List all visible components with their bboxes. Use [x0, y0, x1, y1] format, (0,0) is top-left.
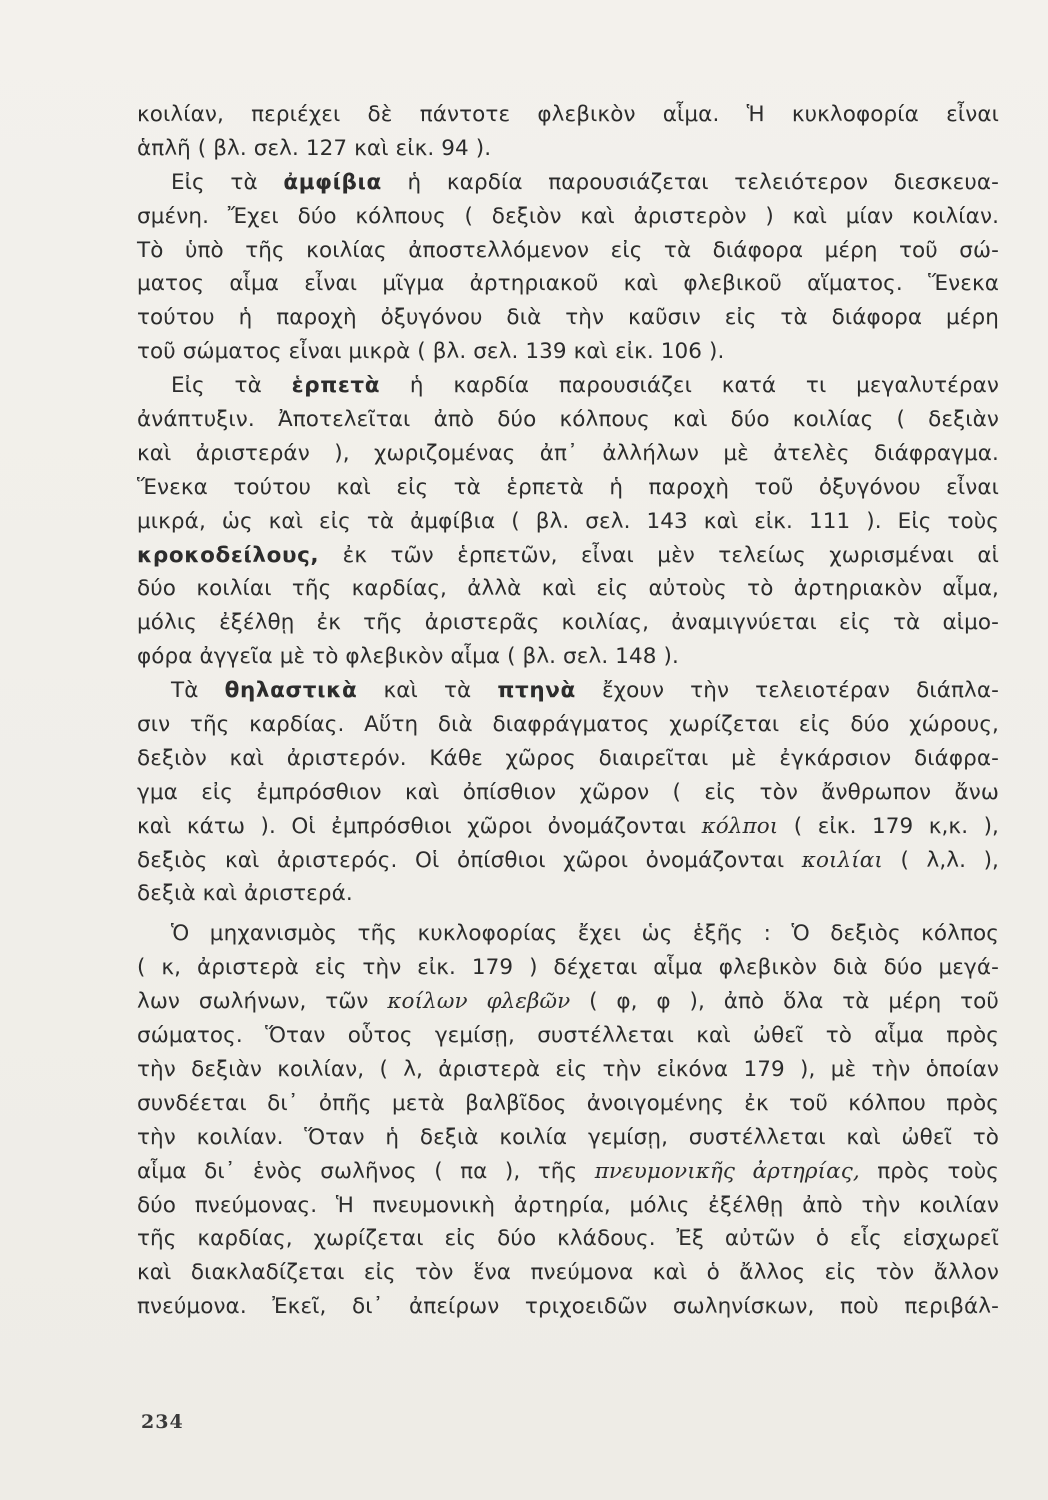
italic-term: κοίλων φλεβῶν	[387, 989, 571, 1015]
text-run: μικρά, ὡς καὶ εἰς τὰ ἀμφίβια ( βλ. σελ. 143 καὶ εἰκ. 111 ). Εἰς τοὺς	[137, 508, 999, 534]
text-run: τοῦ σώματος εἶναι μικρὰ ( βλ. σελ. 139 καὶ εἰκ. 106 ).	[137, 339, 725, 365]
text-line	[137, 810, 999, 844]
text-run: σώματος. Ὅταν οὗτος γεμίσῃ, συστέλλεται καὶ ὠθεῖ τὸ αἷμα πρὸς	[137, 1023, 999, 1049]
text-run: Εἰς τὰ	[171, 373, 292, 399]
text-run: καὶ τὰ	[357, 678, 498, 704]
text-run: ἡ καρδία παρουσιάζεται τελειότερον διεσκευα-	[381, 169, 999, 195]
text-line	[137, 437, 999, 471]
text-run: ἡ καρδία παρουσιάζει κατά τι μεγαλυτέραν	[380, 373, 999, 399]
text-run: Εἰς τὰ	[171, 169, 284, 195]
text-line	[137, 539, 999, 573]
text-run: ἁπλῆ ( βλ. σελ. 127 καὶ εἰκ. 94 ).	[137, 135, 492, 161]
body-text	[137, 98, 999, 1324]
text-run: λων σωλήνων, τῶν	[137, 989, 388, 1015]
text-line	[137, 742, 999, 776]
text-line	[137, 776, 999, 810]
text-line	[137, 166, 999, 200]
text-line	[137, 951, 999, 985]
page-number: 234	[141, 1411, 184, 1433]
text-line	[137, 1019, 999, 1053]
text-line	[137, 234, 999, 268]
text-run: δεξιὰ καὶ ἀριστερά.	[137, 881, 353, 907]
text-run: καὶ κάτω ). Οἱ ἐμπρόσθιοι χῶροι ὀνομάζονται	[137, 813, 702, 839]
text-line	[137, 606, 999, 640]
text-run: ματος αἷμα εἶναι μῖγμα ἀρτηριακοῦ καὶ φλεβικοῦ αἵματος. Ἕνεκα	[137, 271, 999, 297]
text-run: σμένη. Ἔχει δύο κόλπους ( δεξιὸν καὶ ἀριστερὸν ) καὶ μίαν κοιλίαν.	[137, 203, 999, 229]
text-run: Τὸ ὑπὸ τῆς κοιλίας ἀποστελλόμενον εἰς τὰ διάφορα μέρη τοῦ σώ-	[137, 237, 999, 263]
text-run: δεξιὸς καὶ ἀριστερός. Οἱ ὀπίσθιοι χῶροι ὀνομάζονται	[137, 847, 802, 873]
text-line	[137, 403, 999, 437]
text-line	[137, 1155, 999, 1189]
text-run: κοιλίαν, περιέχει δὲ πάντοτε φλεβικὸν αἷμα. Ἡ κυκλοφορία εἶναι	[137, 102, 999, 127]
text-run: καὶ ἀριστεράν ), χωριζομένας ἀπ᾽ ἀλλήλων μὲ ἀτελὲς διάφραγμα.	[137, 440, 999, 466]
text-run: ( λ,λ. ),	[882, 847, 999, 873]
text-line	[137, 471, 999, 505]
text-run: φόρα ἀγγεῖα μὲ τὸ φλεβικὸν αἷμα ( βλ. σελ. 148 ).	[137, 644, 679, 670]
text-line	[137, 640, 999, 674]
text-run: μόλις ἐξέλθῃ ἐκ τῆς ἀριστερᾶς κοιλίας, ἀναμιγνύεται εἰς τὰ αἱμο-	[137, 610, 999, 636]
text-line	[137, 132, 999, 166]
text-run: τῆς καρδίας, χωρίζεται εἰς δύο κλάδους. Ἐξ αὐτῶν ὁ εἷς εἰσχωρεῖ	[137, 1226, 999, 1252]
text-run: πνεύμονα. Ἐκεῖ, δι᾽ ἀπείρων τριχοειδῶν σωληνίσκων, ποὺ περιβάλ-	[137, 1294, 999, 1320]
text-line	[137, 844, 999, 878]
text-line	[137, 505, 999, 539]
text-run: δύο κοιλίαι τῆς καρδίας, ἀλλὰ καὶ εἰς αὐτοὺς τὸ ἀρτηριακὸν αἷμα,	[137, 576, 999, 602]
text-line	[137, 1256, 999, 1290]
text-line	[137, 1290, 999, 1324]
text-run: καὶ διακλαδίζεται εἰς τὸν ἕνα πνεύμονα καὶ ὁ ἄλλος εἰς τὸν ἄλλον	[137, 1260, 999, 1286]
text-run: δεξιὸν καὶ ἀριστερόν. Κάθε χῶρος διαιρεῖται μὲ ἐγκάρσιον διάφρα-	[137, 745, 999, 771]
text-line	[137, 985, 999, 1019]
text-run: τὴν δεξιὰν κοιλίαν, ( λ, ἀριστερὰ εἰς τὴν εἰκόνα 179 ), μὲ τὴν ὁποίαν	[137, 1056, 999, 1082]
text-line	[137, 369, 999, 403]
text-line	[137, 1087, 999, 1121]
text-run: ( εἰκ. 179 κ,κ. ),	[778, 813, 999, 839]
text-line	[137, 1222, 999, 1256]
bold-term: θηλαστικὰ	[224, 678, 358, 704]
text-line	[137, 1053, 999, 1087]
text-run: δύο πνεύμονας. Ἡ πνευμονικὴ ἀρτηρία, μόλις ἐξέλθῃ ἀπὸ τὴν κοιλίαν	[137, 1192, 999, 1218]
text-run: πρὸς τοὺς	[859, 1158, 1000, 1184]
bold-term: κροκοδείλους,	[137, 542, 320, 568]
text-run: τούτου ἡ παροχὴ ὀξυγόνου διὰ τὴν καῦσιν εἰς τὰ διάφορα μέρη	[137, 305, 999, 331]
text-line	[137, 1189, 999, 1223]
text-line	[137, 301, 999, 335]
text-line	[137, 98, 999, 132]
text-line	[137, 200, 999, 234]
bold-term: ἀμφίβια	[283, 169, 382, 195]
text-run: ( φ, φ ), ἀπὸ ὅλα τὰ μέρη τοῦ	[570, 989, 999, 1015]
text-line	[137, 917, 999, 951]
text-run: ἔχουν τὴν τελειοτέραν διάπλα-	[575, 678, 999, 704]
bold-term: πτηνὰ	[497, 678, 576, 704]
text-run: ( κ, ἀριστερὰ εἰς τὴν εἰκ. 179 ) δέχεται αἷμα φλεβικὸν διὰ δύο μεγά-	[137, 955, 999, 981]
bold-term: ἑρπετὰ	[291, 373, 381, 399]
text-run: Ὁ μηχανισμὸς τῆς κυκλοφορίας ἔχει ὡς ἑξῆς : Ὁ δεξιὸς κόλπος	[171, 921, 999, 947]
text-run: Ἕνεκα τούτου καὶ εἰς τὰ ἑρπετὰ ἡ παροχὴ τοῦ ὀξυγόνου εἶναι	[137, 474, 999, 500]
italic-term: πνευμονικῆς ἀρτηρίας,	[594, 1158, 860, 1184]
text-line	[137, 877, 999, 911]
text-line	[137, 267, 999, 301]
text-line	[137, 708, 999, 742]
text-run: ἐκ τῶν ἑρπετῶν, εἶναι μὲν τελείως χωρισμέναι αἱ	[319, 542, 999, 568]
text-run: τὴν κοιλίαν. Ὅταν ἡ δεξιὰ κοιλία γεμίσῃ, συστέλλεται καὶ ὠθεῖ τὸ	[137, 1124, 999, 1150]
text-line	[137, 572, 999, 606]
text-run: συνδέεται δι᾽ ὀπῆς μετὰ βαλβῖδος ἀνοιγομένης ἐκ τοῦ κόλπου πρὸς	[137, 1090, 999, 1116]
text-run: γμα εἰς ἐμπρόσθιον καὶ ὀπίσθιον χῶρον ( εἰς τὸν ἄνθρωπον ἄνω	[137, 779, 999, 805]
text-run: σιν τῆς καρδίας. Αὕτη διὰ διαφράγματος χωρίζεται εἰς δύο χώρους,	[137, 712, 999, 738]
italic-term: κοιλίαι	[801, 847, 883, 873]
text-line	[137, 335, 999, 369]
text-line	[137, 1121, 999, 1155]
italic-term: κόλποι	[701, 813, 779, 839]
text-run: αἷμα δι᾽ ἑνὸς σωλῆνος ( πα ), τῆς	[137, 1158, 595, 1184]
text-run: ἀνάπτυξιν. Ἀποτελεῖται ἀπὸ δύο κόλπους καὶ δύο κοιλίας ( δεξιὰν	[137, 407, 999, 433]
text-run: Τὰ	[171, 678, 225, 704]
text-line	[137, 674, 999, 708]
